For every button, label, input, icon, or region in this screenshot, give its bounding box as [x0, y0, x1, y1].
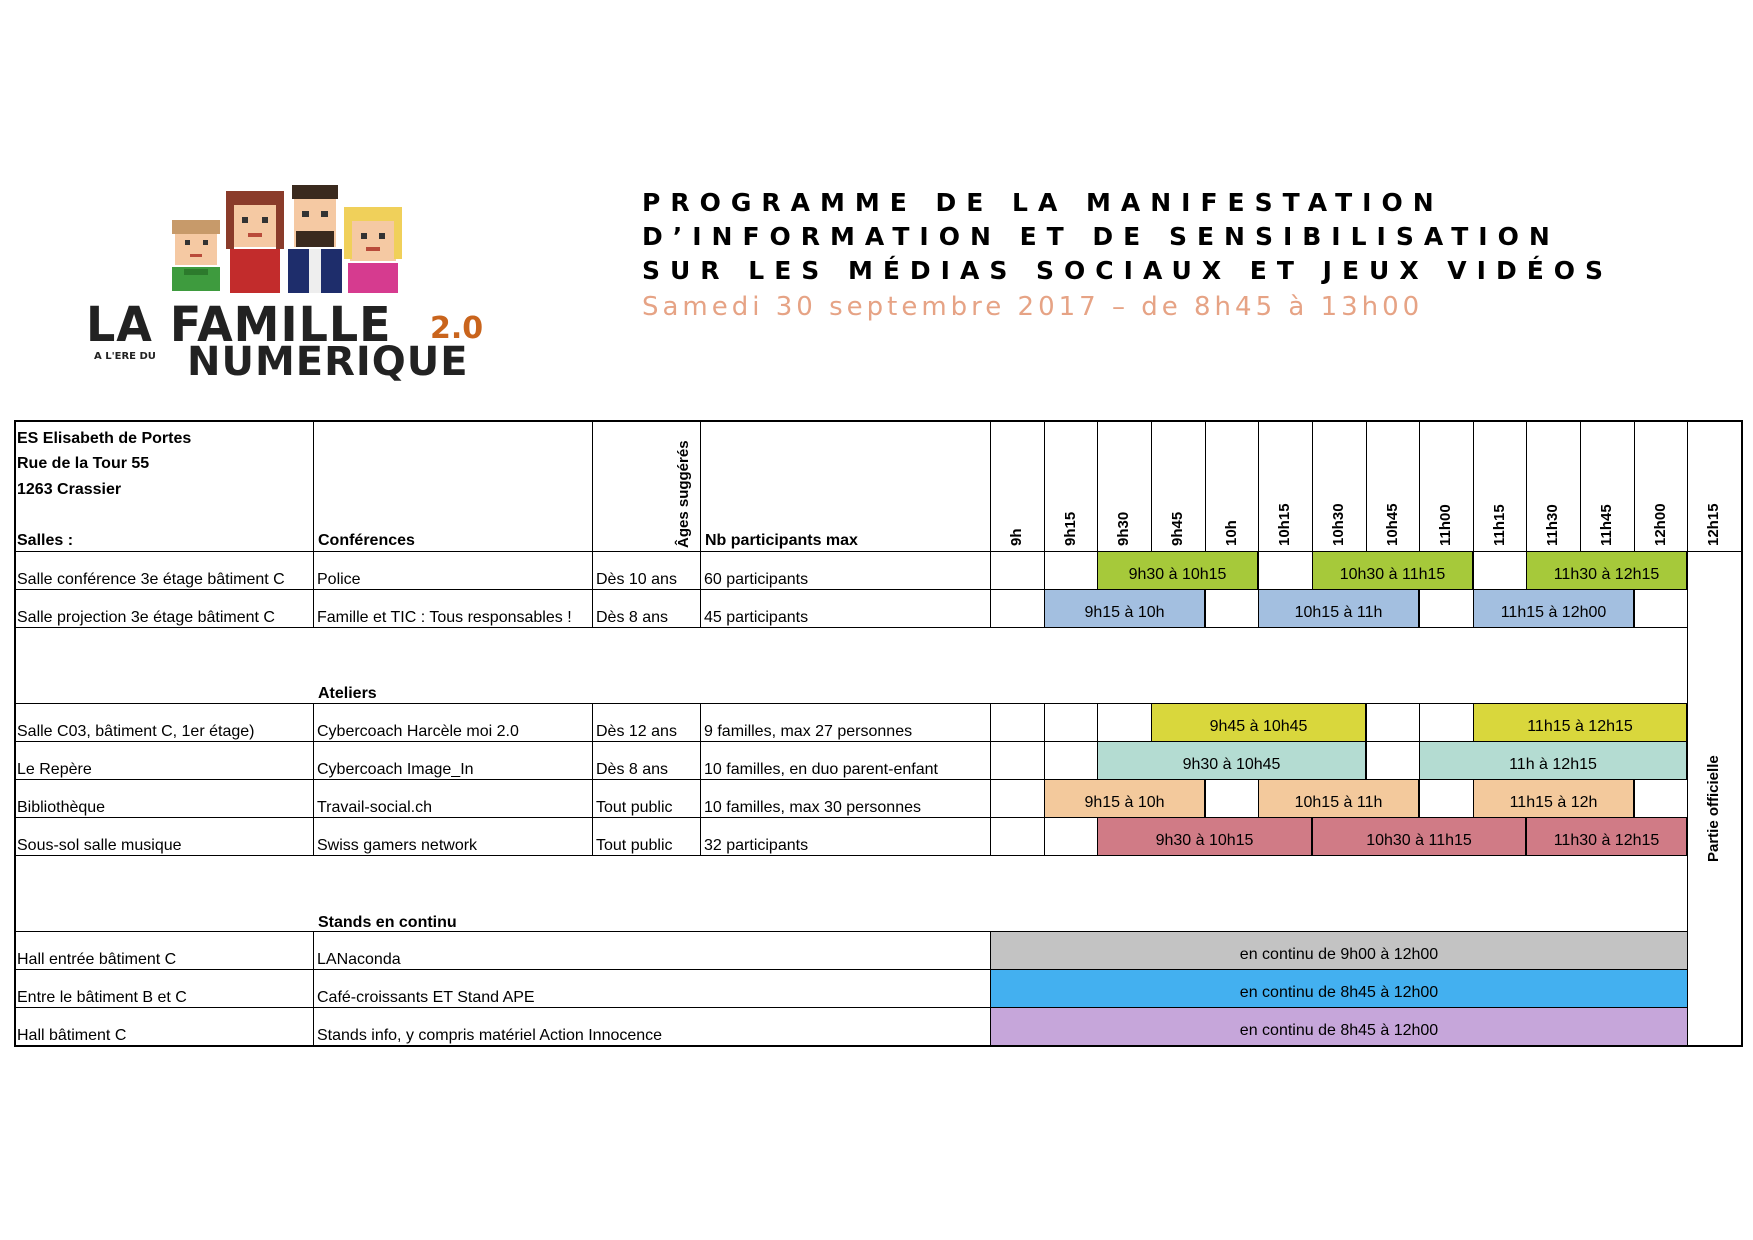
time-header-9h: 9h — [1007, 528, 1025, 546]
atelier-row-0-salle: Salle C03, bâtiment C, 1er étage) — [17, 723, 255, 740]
conference-row-1-col-line — [313, 589, 314, 627]
atelier-row-0-titre: Cybercoach Harcèle moi 2.0 — [317, 723, 519, 740]
conference-row-1-nb: 45 participants — [704, 609, 809, 626]
conference-row-1-bottom — [14, 627, 1687, 628]
atelier-row-0-age: Dès 12 ans — [596, 723, 677, 740]
atelier-row-2-col-line — [990, 779, 991, 817]
ages-header: Âges suggérés — [675, 440, 692, 548]
salles-header: Salles : — [17, 532, 74, 549]
title-line-3: SUR LES MÉDIAS SOCIAUX ET JEUX VIDÉOS — [642, 256, 1614, 285]
conference-row-1-slot-0: 9h15 à 10h — [1045, 590, 1205, 627]
conference-row-1-col-line — [990, 589, 991, 627]
atelier-row-0-slot-1: 11h15 à 12h15 — [1474, 704, 1687, 741]
header-col-line — [313, 420, 314, 551]
table-border-top — [14, 420, 1741, 422]
time-col-line — [1687, 420, 1688, 551]
atelier-row-2-time-line — [1205, 779, 1206, 817]
stand-row-col-line — [313, 931, 314, 969]
time-col-line — [1044, 420, 1045, 551]
atelier-row-0-slot-0: 9h45 à 10h45 — [1152, 704, 1366, 741]
time-header-9h15: 9h15 — [1061, 511, 1079, 546]
atelier-row-0-time-line — [1366, 703, 1367, 741]
atelier-row-3-col-line — [313, 817, 314, 855]
atelier-row-1-col-line — [700, 741, 701, 779]
atelier-row-2-salle: Bibliothèque — [17, 799, 106, 816]
time-col-line — [1205, 420, 1206, 551]
conference-row-0-col-line — [700, 551, 701, 589]
atelier-row-3-age: Tout public — [596, 837, 673, 854]
conference-row-1-salle: Salle projection 3e étage bâtiment C — [17, 609, 275, 626]
atelier-row-0-col-line — [990, 703, 991, 741]
stand-row-col-line — [313, 1007, 314, 1045]
school-street: Rue de la Tour 55 — [17, 455, 150, 472]
conference-row-1-time-line — [1419, 589, 1420, 627]
conference-row-0-nb: 60 participants — [704, 571, 809, 588]
ateliers-label: Ateliers — [318, 685, 377, 702]
header-col-line — [592, 420, 593, 551]
atelier-row-3-col-line — [990, 817, 991, 855]
stand-row-2-salle: Hall bâtiment C — [17, 1027, 127, 1044]
conference-row-1-time-line — [1634, 589, 1635, 627]
logo-version: 2.0 — [430, 311, 484, 346]
conference-row-0-salle: Salle conférence 3e étage bâtiment C — [17, 571, 285, 588]
atelier-row-3-col-line — [592, 817, 593, 855]
atelier-row-1-col-line — [592, 741, 593, 779]
conference-row-1-col-line — [592, 589, 593, 627]
time-col-line — [1473, 420, 1474, 551]
atelier-row-1-salle: Le Repère — [17, 761, 92, 778]
atelier-row-2-age: Tout public — [596, 799, 673, 816]
atelier-row-0-time-line — [1097, 703, 1098, 741]
conference-row-1-col-line — [700, 589, 701, 627]
time-header-9h30: 9h30 — [1114, 511, 1132, 546]
atelier-row-2-slot-0: 9h15 à 10h — [1045, 780, 1205, 817]
time-header-11h15: 11h15 — [1490, 504, 1508, 546]
atelier-row-2-col-line — [700, 779, 701, 817]
time-col-line — [1258, 420, 1259, 551]
atelier-row-1-titre: Cybercoach Image_In — [317, 761, 474, 778]
conference-row-0-slot-1: 10h30 à 11h15 — [1313, 552, 1473, 589]
time-header-10h: 10h — [1222, 520, 1240, 546]
time-col-line — [1366, 420, 1367, 551]
logo-subtitle: NUMERIQUE — [187, 339, 469, 385]
time-col-line — [1419, 420, 1420, 551]
conference-row-0-col-line — [990, 551, 991, 589]
atelier-row-2-titre: Travail-social.ch — [317, 799, 432, 816]
conference-row-0-time-line — [1473, 551, 1474, 589]
atelier-row-0-nb: 9 familles, max 27 personnes — [704, 723, 913, 740]
time-header-11h45: 11h45 — [1597, 504, 1615, 546]
atelier-row-0-time-line — [1044, 703, 1045, 741]
table-border-left — [14, 420, 16, 1045]
time-col-line — [1580, 420, 1581, 551]
time-header-12h00: 12h00 — [1651, 503, 1669, 546]
conferences-header: Conférences — [318, 532, 415, 549]
atelier-row-0-col-line — [700, 703, 701, 741]
partie-officielle-label: Partie officielle — [1705, 755, 1722, 862]
atelier-row-1-col-line — [313, 741, 314, 779]
stand-row-0-salle: Hall entrée bâtiment C — [17, 951, 177, 968]
ateliers-spacer-bottom — [14, 703, 1687, 704]
atelier-row-1-age: Dès 8 ans — [596, 761, 669, 778]
atelier-row-2-slot-2: 11h15 à 12h — [1474, 780, 1634, 817]
title-line-2: D’INFORMATION ET DE SENSIBILISATION — [642, 222, 1560, 251]
time-col-line — [1312, 420, 1313, 551]
atelier-row-3-bottom — [14, 855, 1687, 856]
atelier-row-3-titre: Swiss gamers network — [317, 837, 478, 854]
atelier-row-0-col-line — [592, 703, 593, 741]
time-header-12h15: 12h15 — [1704, 503, 1722, 546]
stand-row-0-slot: en continu de 9h00 à 12h00 — [991, 932, 1687, 969]
nb-participants-header: Nb participants max — [705, 532, 858, 549]
title-line-1: PROGRAMME DE LA MANIFESTATION — [642, 188, 1444, 217]
stand-row-1-slot: en continu de 8h45 à 12h00 — [991, 970, 1687, 1007]
conference-row-0-col-line — [592, 551, 593, 589]
conference-row-1-age: Dès 8 ans — [596, 609, 669, 626]
stand-row-1-salle: Entre le bâtiment B et C — [17, 989, 187, 1006]
stand-row-2-bottom — [14, 1045, 1687, 1046]
atelier-row-1-time-line — [1366, 741, 1367, 779]
time-header-10h15: 10h15 — [1275, 503, 1293, 546]
header-col-line — [990, 420, 991, 551]
atelier-row-3-col-line — [700, 817, 701, 855]
stand-row-2-titre: Stands info, y compris matériel Action Innocence — [317, 1027, 663, 1044]
stand-row-col-line — [313, 969, 314, 1007]
conference-row-0-col-line — [313, 551, 314, 589]
conference-row-0-titre: Police — [317, 571, 361, 588]
atelier-row-3-nb: 32 participants — [704, 837, 809, 854]
logo-small-text: A L'ERE DU — [94, 351, 156, 362]
conference-row-0-slot-0: 9h30 à 10h15 — [1098, 552, 1258, 589]
time-header-10h30: 10h30 — [1329, 503, 1347, 546]
partie-officielle-line — [1687, 551, 1688, 1045]
atelier-row-2-nb: 10 familles, max 30 personnes — [704, 799, 921, 816]
atelier-row-2-col-line — [592, 779, 593, 817]
stand-row-2-slot: en continu de 8h45 à 12h00 — [991, 1008, 1687, 1045]
atelier-row-0-time-line — [1419, 703, 1420, 741]
atelier-row-3-slot-1: 10h30 à 11h15 — [1313, 818, 1526, 855]
table-border-right — [1741, 420, 1743, 1047]
time-col-line — [1097, 420, 1098, 551]
conference-row-0-time-line — [1044, 551, 1045, 589]
atelier-row-3-time-line — [1044, 817, 1045, 855]
atelier-row-2-time-line — [1634, 779, 1635, 817]
event-date: Samedi 30 septembre 2017 – de 8h45 à 13h00 — [642, 292, 1424, 322]
school-name: ES Elisabeth de Portes — [17, 430, 192, 447]
conference-row-1-slot-1: 10h15 à 11h — [1259, 590, 1419, 627]
time-header-11h30: 11h30 — [1543, 504, 1561, 546]
conference-row-1-time-line — [1205, 589, 1206, 627]
time-header-10h45: 10h45 — [1383, 503, 1401, 546]
atelier-row-2-col-line — [313, 779, 314, 817]
atelier-row-0-col-line — [313, 703, 314, 741]
logo-title: LA FAMILLE — [86, 295, 392, 353]
atelier-row-2-slot-1: 10h15 à 11h — [1259, 780, 1419, 817]
atelier-row-3-slot-2: 11h30 à 12h15 — [1527, 818, 1687, 855]
header-bottom-line — [14, 551, 1741, 552]
time-header-9h45: 9h45 — [1168, 511, 1186, 546]
time-col-line — [1634, 420, 1635, 551]
atelier-row-2-time-line — [1419, 779, 1420, 817]
conference-row-0-bottom — [14, 589, 1687, 590]
header-col-line — [700, 420, 701, 551]
atelier-row-1-time-line — [1044, 741, 1045, 779]
conference-row-0-time-line — [1258, 551, 1259, 589]
stand-row-1-titre: Café-croissants ET Stand APE — [317, 989, 535, 1006]
stand-row-0-titre: LANaconda — [317, 951, 401, 968]
atelier-row-1-slot-0: 9h30 à 10h45 — [1098, 742, 1366, 779]
time-header-11h00: 11h00 — [1436, 504, 1454, 546]
conference-row-1-titre: Famille et TIC : Tous responsables ! — [317, 609, 572, 626]
atelier-row-3-salle: Sous-sol salle musique — [17, 837, 182, 854]
stands-label: Stands en continu — [318, 914, 457, 931]
school-city: 1263 Crassier — [17, 481, 122, 498]
conference-row-1-slot-2: 11h15 à 12h00 — [1474, 590, 1634, 627]
time-col-line — [1151, 420, 1152, 551]
atelier-row-1-col-line — [990, 741, 991, 779]
conference-row-0-age: Dès 10 ans — [596, 571, 677, 588]
atelier-row-1-bottom — [14, 779, 1687, 780]
time-col-line — [1526, 420, 1527, 551]
atelier-row-1-slot-1: 11h à 12h15 — [1420, 742, 1687, 779]
conference-row-0-slot-2: 11h30 à 12h15 — [1527, 552, 1687, 589]
atelier-row-1-nb: 10 familles, en duo parent-enfant — [704, 761, 938, 778]
atelier-row-3-slot-0: 9h30 à 10h15 — [1098, 818, 1312, 855]
